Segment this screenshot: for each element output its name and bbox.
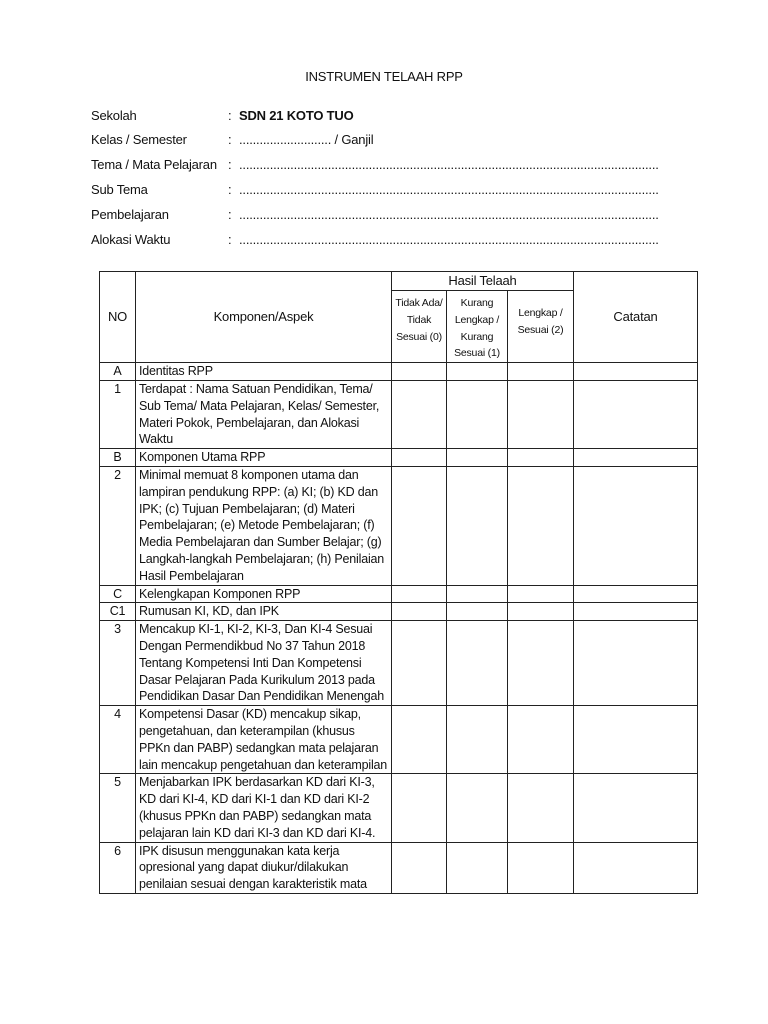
row-text: Menjabarkan IPK berdasarkan KD dari KI-3, KD dari KI-4, KD dari KI-1 dan KD dari KI-2 (khusus PPKn dan PABP) sedangkan mata pelajaran lain KD dari KI-3 dan KD dari KI-4. <box>136 774 392 842</box>
cell-catatan[interactable] <box>574 842 698 893</box>
cell-lengkap[interactable] <box>508 585 574 603</box>
table-row <box>100 466 698 585</box>
meta-colon: : <box>228 232 232 247</box>
cell-kurang[interactable] <box>447 449 508 467</box>
cell-catatan[interactable] <box>574 363 698 381</box>
meta-value: ........................................................................................................................... <box>239 182 659 197</box>
row-no: 5 <box>100 774 136 842</box>
table-row <box>100 621 698 706</box>
meta-value: SDN 21 KOTO TUO <box>239 108 354 123</box>
row-text: Kelengkapan Komponen RPP <box>136 585 392 603</box>
meta-label: Pembelajaran <box>91 207 169 222</box>
cell-tidak[interactable] <box>392 603 447 621</box>
meta-value: ........................... / Ganjil <box>239 132 374 147</box>
row-no: 1 <box>100 380 136 448</box>
cell-tidak[interactable] <box>392 706 447 774</box>
row-text: Terdapat : Nama Satuan Pendidikan, Tema/ Sub Tema/ Mata Pelajaran, Kelas/ Semester, Materi Pokok, Pembelajaran, dan Alokasi Waktu <box>136 380 392 448</box>
cell-lengkap[interactable] <box>508 842 574 893</box>
row-no: 3 <box>100 621 136 706</box>
cell-catatan[interactable] <box>574 706 698 774</box>
row-text: Identitas RPP <box>136 363 392 381</box>
cell-catatan[interactable] <box>574 621 698 706</box>
header-lengkap-sesuai: Lengkap / Sesuai (2) <box>508 291 574 363</box>
cell-tidak[interactable] <box>392 585 447 603</box>
cell-kurang[interactable] <box>447 466 508 585</box>
cell-tidak[interactable] <box>392 380 447 448</box>
meta-value: ........................................................................................................................... <box>239 232 659 247</box>
cell-catatan[interactable] <box>574 449 698 467</box>
row-no: A <box>100 363 136 381</box>
cell-kurang[interactable] <box>447 380 508 448</box>
meta-colon: : <box>228 182 232 197</box>
cell-lengkap[interactable] <box>508 621 574 706</box>
meta-row-sekolah <box>91 108 696 128</box>
cell-kurang[interactable] <box>447 585 508 603</box>
meta-label: Tema / Mata Pelajaran <box>91 157 217 172</box>
cell-catatan[interactable] <box>574 585 698 603</box>
cell-kurang[interactable] <box>447 842 508 893</box>
meta-label: Sub Tema <box>91 182 148 197</box>
table-row <box>100 603 698 621</box>
cell-lengkap[interactable] <box>508 706 574 774</box>
cell-lengkap[interactable] <box>508 466 574 585</box>
row-text: Rumusan KI, KD, dan IPK <box>136 603 392 621</box>
cell-kurang[interactable] <box>447 603 508 621</box>
meta-label: Alokasi Waktu <box>91 232 171 247</box>
cell-lengkap[interactable] <box>508 603 574 621</box>
row-no: 2 <box>100 466 136 585</box>
cell-catatan[interactable] <box>574 774 698 842</box>
table-row <box>100 380 698 448</box>
meta-label: Sekolah <box>91 108 137 123</box>
meta-colon: : <box>228 108 232 123</box>
row-no: C <box>100 585 136 603</box>
row-no: 6 <box>100 842 136 893</box>
cell-kurang[interactable] <box>447 706 508 774</box>
cell-catatan[interactable] <box>574 380 698 448</box>
meta-colon: : <box>228 132 232 147</box>
table-row <box>100 363 698 381</box>
row-text: Mencakup KI-1, KI-2, KI-3, Dan KI-4 Sesuai Dengan Permendikbud No 37 Tahun 2018 Tentang Kompetensi Inti Dan Kompetensi Dasar Pelajaran Pada Kurikulum 2013 pada Pendidikan Dasar Dan Pendidikan Menengah <box>136 621 392 706</box>
header-catatan: Catatan <box>574 272 698 363</box>
header-kurang-sesuai: Kurang Lengkap / Kurang Sesuai (1) <box>447 291 508 363</box>
meta-row-kelas <box>91 132 696 152</box>
cell-kurang[interactable] <box>447 363 508 381</box>
meta-colon: : <box>228 157 232 172</box>
table-row <box>100 585 698 603</box>
meta-row-alokasi <box>91 232 696 252</box>
cell-lengkap[interactable] <box>508 380 574 448</box>
meta-row-subtema <box>91 182 696 202</box>
row-no: B <box>100 449 136 467</box>
row-text: Minimal memuat 8 komponen utama dan lampiran pendukung RPP: (a) KI; (b) KD dan IPK; (c) Tujuan Pembelajaran; (d) Materi Pembelajaran; (e) Metode Pembelajaran; (f) Media Pembelajaran dan Sumber Belajar; (g) Langkah-langkah Pembelajaran; (h) Penilaian Hasil Pembelajaran <box>136 466 392 585</box>
cell-tidak[interactable] <box>392 842 447 893</box>
header-hasil-telaah: Hasil Telaah <box>392 272 574 291</box>
meta-colon: : <box>228 207 232 222</box>
meta-row-tema <box>91 157 696 177</box>
meta-label: Kelas / Semester <box>91 132 187 147</box>
cell-kurang[interactable] <box>447 774 508 842</box>
cell-kurang[interactable] <box>447 621 508 706</box>
cell-tidak[interactable] <box>392 466 447 585</box>
cell-tidak[interactable] <box>392 449 447 467</box>
cell-lengkap[interactable] <box>508 774 574 842</box>
cell-tidak[interactable] <box>392 621 447 706</box>
cell-lengkap[interactable] <box>508 363 574 381</box>
cell-tidak[interactable] <box>392 363 447 381</box>
meta-value: ........................................................................................................................... <box>239 157 659 172</box>
table-row <box>100 706 698 774</box>
header-komponen: Komponen/Aspek <box>136 272 392 363</box>
row-text: IPK disusun menggunakan kata kerja opresional yang dapat diukur/dilakukan penilaian sesuai dengan karakteristik mata <box>136 842 392 893</box>
cell-tidak[interactable] <box>392 774 447 842</box>
cell-catatan[interactable] <box>574 603 698 621</box>
table-row <box>100 449 698 467</box>
cell-lengkap[interactable] <box>508 449 574 467</box>
row-no: C1 <box>100 603 136 621</box>
header-no: NO <box>100 272 136 363</box>
telaah-table <box>99 271 698 894</box>
meta-value: ........................................................................................................................... <box>239 207 659 222</box>
cell-catatan[interactable] <box>574 466 698 585</box>
meta-row-pembelajaran <box>91 207 696 227</box>
table-row <box>100 774 698 842</box>
row-no: 4 <box>100 706 136 774</box>
document-title: INSTRUMEN TELAAH RPP <box>305 69 463 84</box>
row-text: Kompetensi Dasar (KD) mencakup sikap, pengetahuan, dan keterampilan (khusus PPKn dan PABP) sedangkan mata pelajaran lain mencakup pengetahuan dan keterampilan <box>136 706 392 774</box>
row-text: Komponen Utama RPP <box>136 449 392 467</box>
table-row <box>100 842 698 893</box>
header-tidak-sesuai: Tidak Ada/ Tidak Sesuai (0) <box>392 291 447 363</box>
